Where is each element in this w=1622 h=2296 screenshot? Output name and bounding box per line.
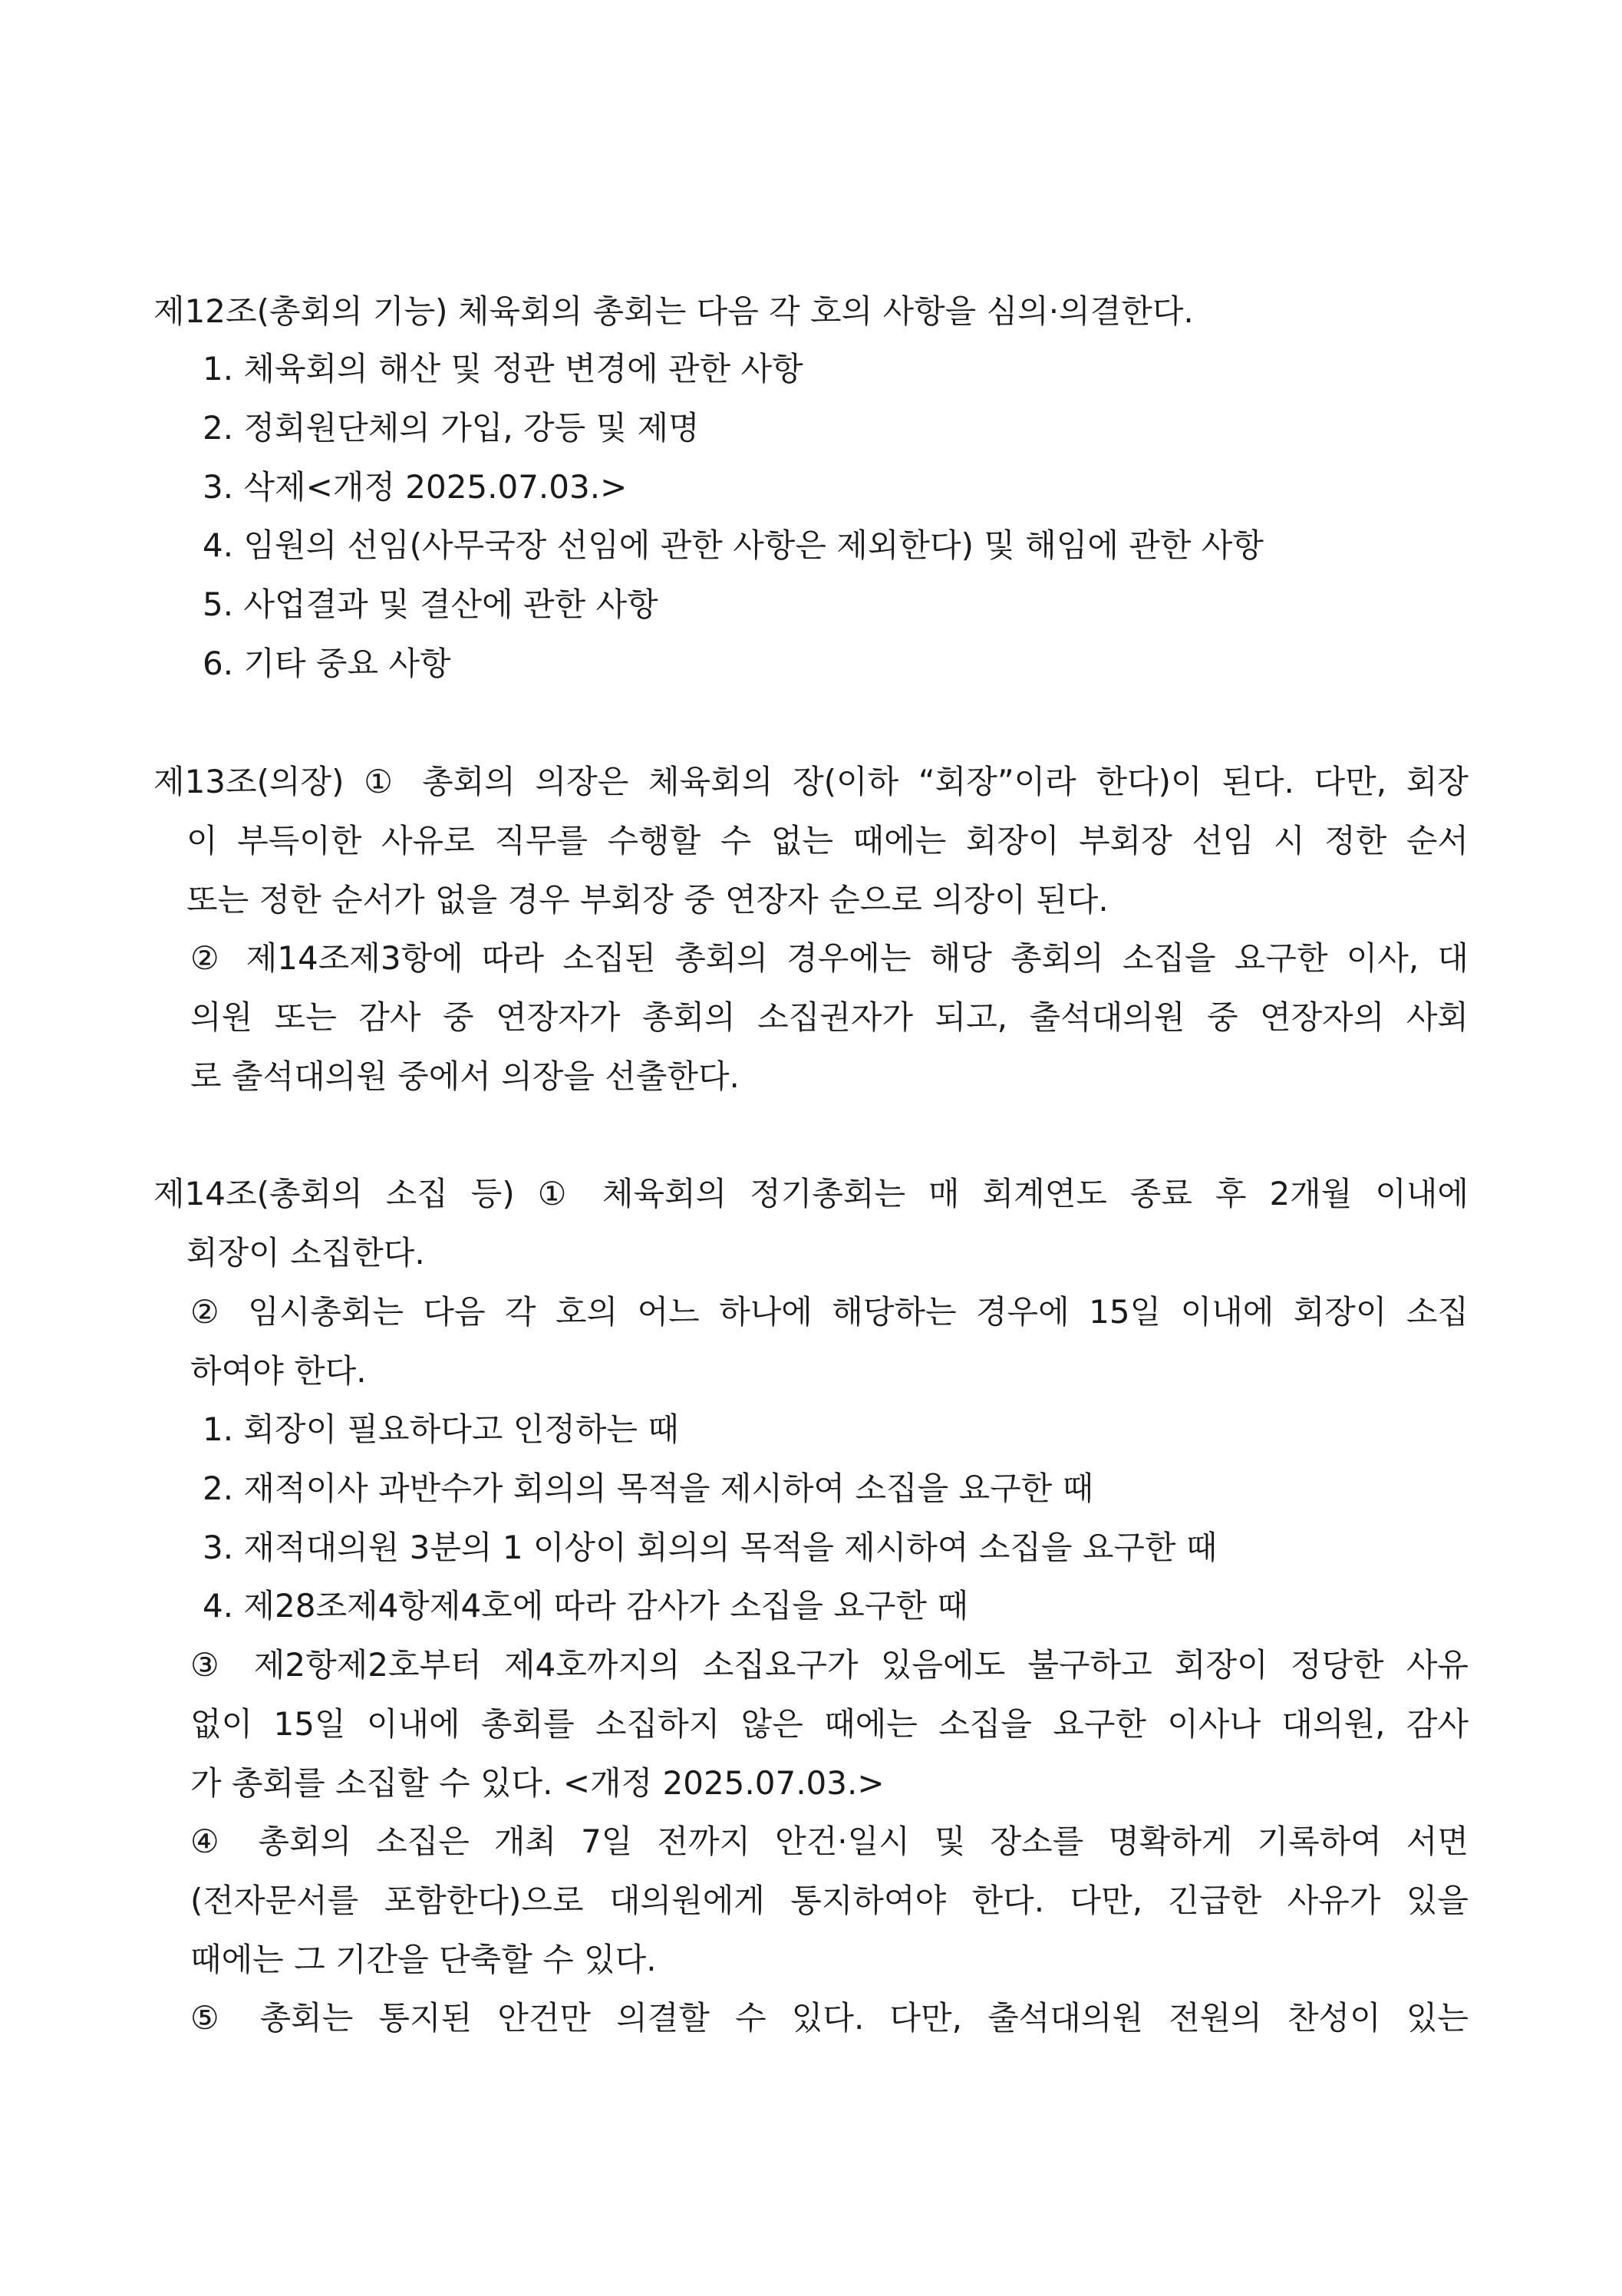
article-13-para-2-line-3: 로 출석대의원 중에서 의장을 선출한다.: [190, 1057, 740, 1095]
article-14-para-4-line-2: (전자문서를 포함한다)으로 대의원에게 통지하여야 한다. 다만, 긴급한 사유가 있을: [190, 1882, 1469, 1919]
article-14-para-4-line-3: 때에는 그 기간을 단축할 수 있다.: [190, 1941, 657, 1978]
article-12-item-5: 5. 사업결과 및 결산에 관한 사항: [203, 586, 658, 623]
article-14-para-2-line-1: ② 임시총회는 다음 각 호의 어느 하나에 해당하는 경우에 15일 이내에 회장이 소집: [190, 1293, 1469, 1331]
article-14-item-1: 1. 회장이 필요하다고 인정하는 때: [203, 1410, 679, 1448]
article-13-line-3: 또는 정한 순서가 없을 경우 부회장 중 연장자 순으로 의장이 된다.: [186, 881, 1109, 919]
article-12-item-1: 1. 체육회의 해산 및 정관 변경에 관한 사항: [203, 350, 803, 388]
article-12-heading: 제12조(총회의 기능) 체육회의 총회는 다음 각 호의 사항을 심의·의결한다.: [153, 292, 1194, 330]
article-14-item-3: 3. 재적대의원 3분의 1 이상이 회의의 목적을 제시하여 소집을 요구한 때: [203, 1529, 1218, 1566]
article-13-line-2: 이 부득이한 사유로 직무를 수행할 수 없는 때에는 회장이 부회장 선임 시 정한 순서: [186, 822, 1469, 859]
article-14-para-3-line-1: ③ 제2항제2호부터 제4호까지의 소집요구가 있음에도 불구하고 회장이 정당한 사유: [190, 1646, 1469, 1684]
article-14-line-1: 제14조(총회의 소집 등) ① 체육회의 정기총회는 매 회계연도 종료 후 2개월 이내에: [153, 1175, 1469, 1212]
article-14-para-3-line-3: 가 총회를 소집할 수 있다. <개정 2025.07.03.>: [190, 1764, 885, 1802]
article-12-item-3: 3. 삭제<개정 2025.07.03.>: [203, 468, 628, 506]
article-14-item-4: 4. 제28조제4항제4호에 따라 감사가 소집을 요구한 때: [203, 1587, 968, 1625]
article-14-line-2: 회장이 소집한다.: [186, 1234, 425, 1272]
article-13-line-1: 제13조(의장) ① 총회의 의장은 체육회의 장(이하 “회장”이라 한다)이 된다. 다만, 회장: [153, 763, 1469, 800]
article-14-para-3-line-2: 없이 15일 이내에 총회를 소집하지 않은 때에는 소집을 요구한 이사나 대의원, 감사: [190, 1705, 1469, 1743]
article-13-para-2-line-1: ② 제14조제3항에 따라 소집된 총회의 경우에는 해당 총회의 소집을 요구한 이사, 대: [190, 939, 1469, 977]
article-12-item-4: 4. 임원의 선임(사무국장 선임에 관한 사항은 제외한다) 및 해임에 관한 사항: [203, 526, 1264, 564]
article-14-para-4-line-1: ④ 총회의 소집은 개최 7일 전까지 안건·일시 및 장소를 명확하게 기록하여 서면: [190, 1823, 1469, 1860]
article-14-para-2-line-2: 하여야 한다.: [190, 1352, 367, 1390]
article-14-para-5-line-1: ⑤ 총회는 통지된 안건만 의결할 수 있다. 다만, 출석대의원 전원의 찬성이 있는: [190, 1999, 1469, 2037]
article-14-item-2: 2. 재적이사 과반수가 회의의 목적을 제시하여 소집을 요구한 때: [203, 1470, 1094, 1507]
article-12-item-6: 6. 기타 중요 사항: [203, 645, 451, 682]
article-13-para-2-line-2: 의원 또는 감사 중 연장자가 총회의 소집권자가 되고, 출석대의원 중 연장자의 사회: [190, 998, 1469, 1036]
article-12-item-2: 2. 정회원단체의 가입, 강등 및 제명: [203, 409, 700, 447]
